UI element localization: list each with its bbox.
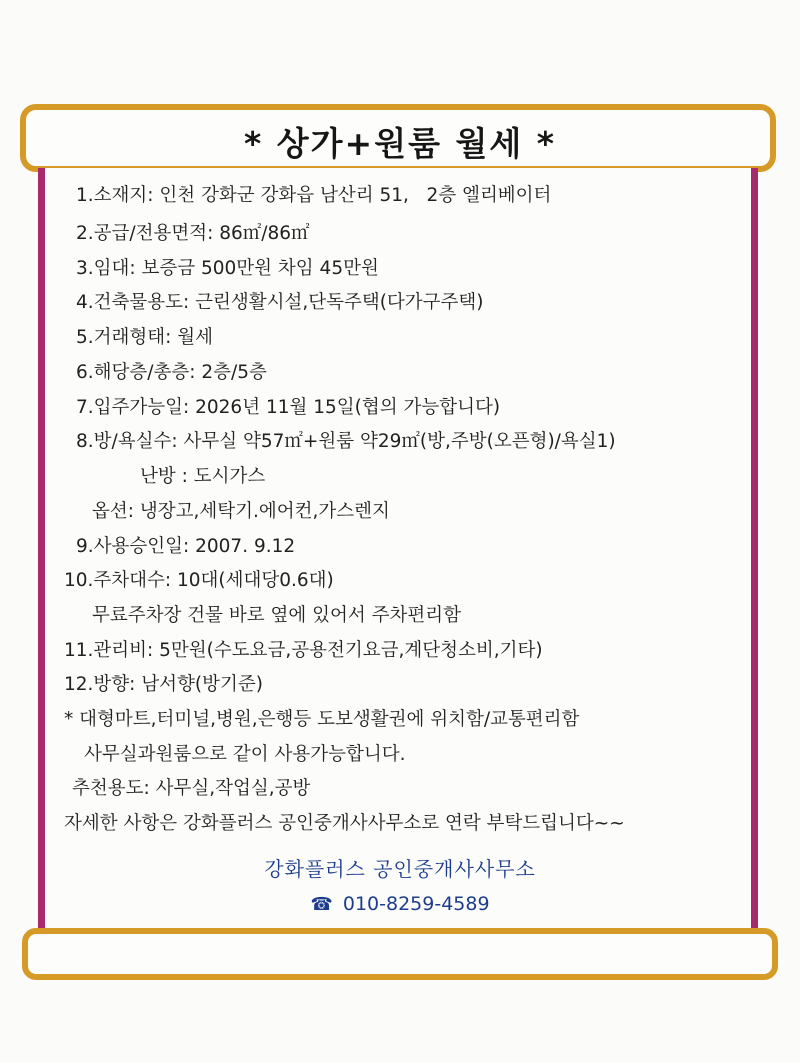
detail-line-parking: 10.주차대수: 10대(세대당0.6대): [64, 570, 334, 591]
detail-line-recommended-use: 추천용도: 사무실,작업실,공방: [72, 778, 311, 799]
detail-line-options: 옵션: 냉장고,세탁기.에어컨,가스렌지: [92, 501, 390, 522]
detail-line-building-use: 4.건축물용도: 근린생활시설,단독주택(다가구주택): [76, 292, 484, 313]
detail-line-rooms: 8.방/욕실수: 사무실 약57㎡+원룸 약29㎡(방,주방(오픈형)/욕실1): [76, 431, 616, 452]
page-title: * 상가+원룸 월세 *: [244, 124, 556, 163]
phone-number-row: [0, 893, 800, 915]
detail-line-lease: 3.임대: 보증금 500만원 차임 45만원: [76, 258, 379, 279]
detail-line-floor: 6.해당층/총층: 2층/5층: [76, 362, 267, 383]
office-name: 강화플러스 공인중개사사무소: [264, 857, 536, 881]
detail-line-deal-type: 5.거래형태: 월세: [76, 327, 213, 348]
telephone-icon: ☎: [310, 894, 333, 915]
phone-number: 010-8259-4589: [342, 893, 490, 915]
detail-line-approval-date: 9.사용승인일: 2007. 9.12: [76, 536, 296, 557]
detail-line-maintenance-fee: 11.관리비: 5만원(수도요금,공용전기요금,계단청소비,기타): [64, 640, 543, 661]
detail-line-convenience: * 대형마트,터미널,병원,은행등 도보생활권에 위치함/교통편리함: [64, 709, 580, 730]
detail-line-area: 2.공급/전용면적: 86㎡/86㎡: [76, 223, 310, 244]
detail-line-heating: 난방 : 도시가스: [140, 466, 266, 487]
bottom-banner: [22, 928, 778, 980]
detail-line-contact-note: 자세한 사항은 강화플러스 공인중개사사무소로 연락 부탁드립니다~~: [64, 813, 625, 834]
detail-line-parking-note: 무료주차장 건물 바로 옆에 있어서 주차편리함: [92, 605, 461, 626]
detail-line-direction: 12.방향: 남서향(방기준): [64, 674, 263, 695]
detail-line-move-in: 7.입주가능일: 2026년 11월 15일(협의 가능합니다): [76, 397, 501, 418]
detail-line-location: 1.소재지: 인천 강화군 강화읍 남산리 51, 2층 엘리베이터: [76, 185, 552, 206]
detail-line-combined-use: 사무실과원룸으로 같이 사용가능합니다.: [84, 744, 406, 765]
